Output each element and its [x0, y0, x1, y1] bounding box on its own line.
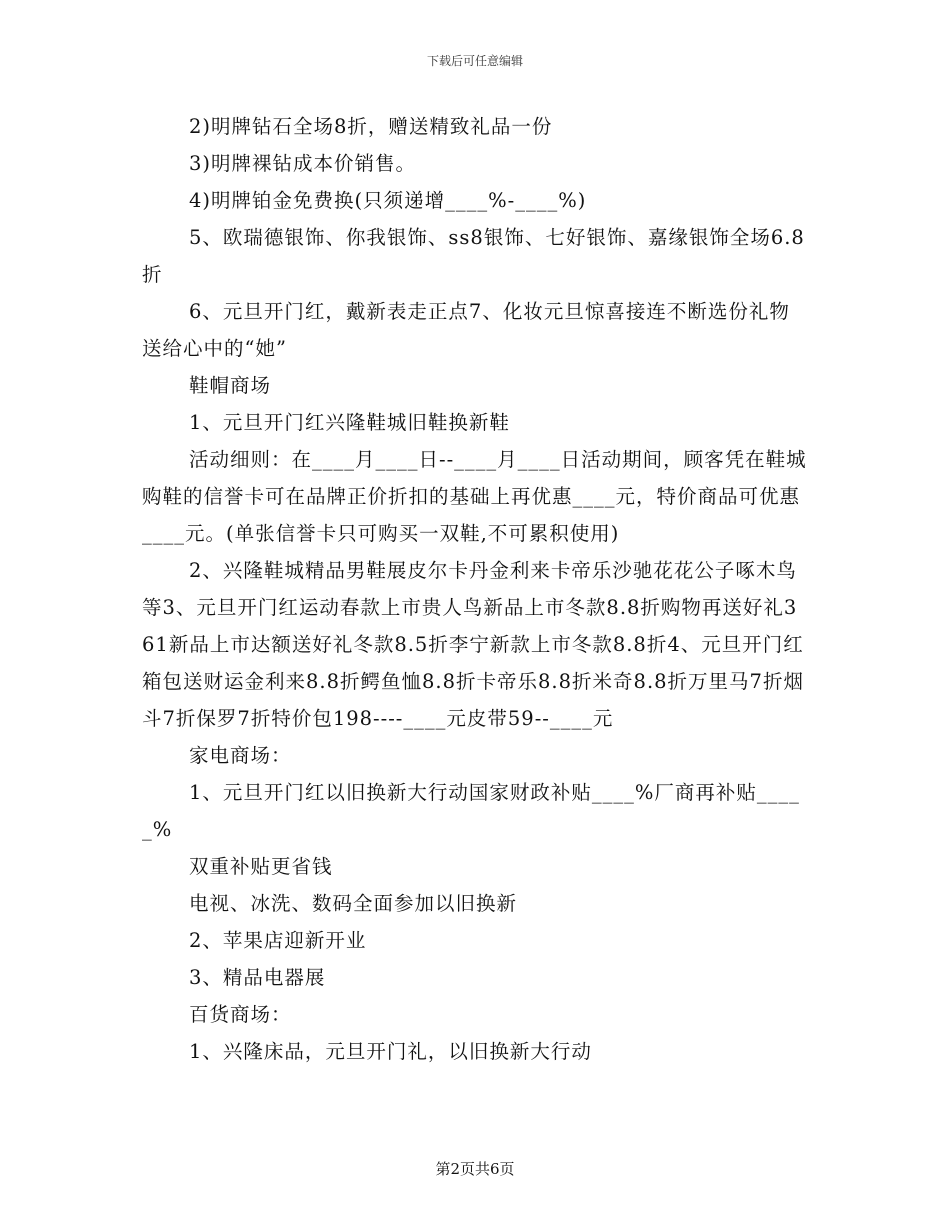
paragraph: 电视、冰洗、数码全面参加以旧换新 — [189, 892, 518, 915]
paragraph: 5、欧瑞德银饰、你我银饰、ss8银饰、七好银饰、嘉缘银饰全场6.8折 — [142, 226, 805, 286]
paragraph: 1、兴隆床品，元旦开门礼，以旧换新大行动 — [189, 1040, 592, 1063]
paragraph: 3)明牌裸钻成本价销售。 — [189, 152, 417, 175]
paragraph: 2、苹果店迎新开业 — [189, 929, 367, 952]
section-heading: 百货商场： — [189, 1003, 292, 1026]
paragraph: 活动细则：在____月____日--____月____日活动期间，顾客凭在鞋城购鞋的信誉卡可在品牌正价折扣的基础上再优惠____元，特价商品可优惠____元。(单张信誉卡只可购买一双鞋,不可累积使用) — [142, 448, 807, 545]
section-heading: 鞋帽商场 — [189, 374, 272, 397]
paragraph: 4)明牌铂金免费换(只须递增____%-____%) — [189, 189, 587, 212]
paragraph: 6、元旦开门红，戴新表走正点7、化妆元旦惊喜接连不断选份礼物送给心中的“她” — [142, 300, 790, 360]
paragraph: 3、精品电器展 — [189, 966, 326, 989]
paragraph: 2)明牌钻石全场8折，赠送精致礼品一份 — [189, 115, 553, 138]
page-number: 第2页共6页 — [435, 1160, 515, 1178]
paragraph: 1、元旦开门红兴隆鞋城旧鞋换新鞋 — [189, 411, 510, 434]
section-heading: 家电商场： — [189, 744, 292, 767]
paragraph: 2、兴隆鞋城精品男鞋展皮尔卡丹金利来卡帝乐沙驰花花公子啄木鸟等3、元旦开门红运动春款上市贵人鸟新品上市冬款8.8折购物再送好礼361新品上市达额送好礼冬款8.5折李宁新款上市冬款8.8折4、元旦开门红箱包送财运金利来8.8折鳄鱼恤8.8折卡帝乐8.8折米奇8.8折万里马7折烟斗7折保罗7折特价包198----____元皮带59--____元 — [142, 559, 804, 730]
document-body — [142, 108, 810, 1070]
paragraph: 1、元旦开门红以旧换新大行动国家财政补贴____%厂商再补贴_____% — [142, 781, 800, 841]
paragraph: 双重补贴更省钱 — [189, 855, 333, 878]
page-header-note: 下载后可任意编辑 — [426, 54, 523, 68]
